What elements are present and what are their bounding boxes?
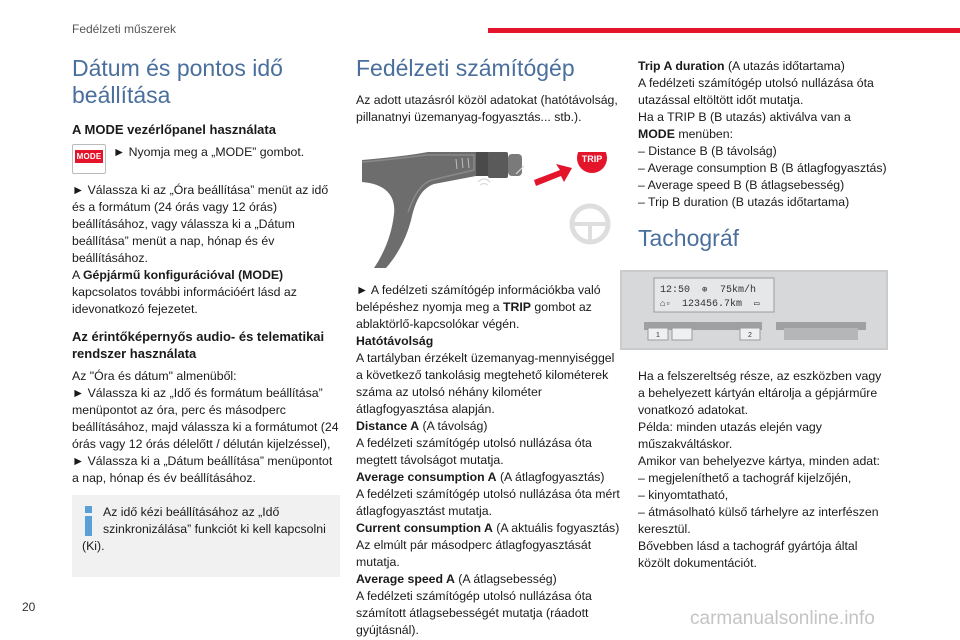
tacho-line1-speed: 75km/h	[720, 285, 757, 296]
text-fragment: (A távolság)	[419, 419, 488, 433]
tacho-button-1-label: 1	[656, 332, 660, 339]
paragraph-submenu: Az "Óra és dátum" almenüből:	[72, 369, 237, 383]
svg-text:⊕: ⊕	[702, 285, 708, 295]
text-fragment: (A utazás időtartama)	[724, 59, 845, 73]
info-note-text: Az idő kézi beállításához az „Idő szinkronizálása” funkciót ki kell kapcsolni (Ki).	[82, 505, 326, 553]
text-fragment: menüben:	[674, 127, 734, 141]
watermark: carmanualsonline.info	[690, 608, 875, 629]
heading-current-consumption-a	[356, 520, 620, 537]
text-fragment: (A átlagfogyasztás)	[496, 470, 605, 484]
list-item: – átmásolható külső tárhelyre az interfészen keresztül.	[638, 505, 879, 536]
paragraph-trip-step	[356, 282, 620, 333]
mode-badge-label: MODE	[76, 152, 102, 161]
heading-range: Hatótávolság	[356, 334, 434, 348]
text-fragment: kapcsolatos további információért lásd az idevonatkozó fejezetet.	[72, 285, 297, 316]
paragraph-range: A tartályban érzékelt üzemanyag-mennyiséggel a következő tankolásig megtehető kilométerek száma az utolsó néhány kilométer átlagfogyasztása alapján.	[356, 351, 615, 416]
paragraph-select-menu: ► Válassza ki az „Óra beállítása” menüt az idő és a formátum (24 órás vagy 12 órás) beállításához, vagy válassza ki a „Dátum beállítása” menüt a nap, hónap és év beállításához.	[72, 183, 329, 265]
mode-step-row	[72, 144, 340, 174]
text-fragment: A	[72, 268, 83, 282]
paragraph-current-consumption-a: Az elmúlt pár másodperc átlagfogyasztását mutatja.	[356, 538, 592, 569]
info-note-box	[72, 495, 340, 577]
list-item: – Average speed B (B átlagsebesség)	[638, 178, 845, 192]
paragraph-trip-b-intro	[638, 109, 890, 143]
text-bold-mode: MODE	[638, 127, 675, 141]
paragraph-distance-a: A fedélzeti számítógép utolsó nullázása óta megtett távolságot mutatja.	[356, 436, 592, 467]
heading-distance-a	[356, 418, 620, 435]
section-title-trip-computer: Fedélzeti számítógép	[356, 55, 575, 81]
text-fragment: gombot az ablaktörlő-kapcsolókar végén.	[356, 300, 592, 331]
list-item: – megjeleníthető a tachográf kijelzőjén,	[638, 471, 852, 485]
trip-button-label: TRIP	[581, 154, 603, 164]
list-item: – Distance B (B távolság)	[638, 144, 777, 158]
text-bold-distance-a: Distance A	[356, 419, 420, 433]
text-fragment: ► A fedélzeti számítógép információkba való belépéshez nyomja meg a	[356, 283, 601, 314]
paragraph-mode-config	[72, 267, 340, 318]
column-date-time	[72, 55, 340, 577]
paragraph-date-setting: ► Válassza ki a „Dátum beállítása” menüpontot a nap, hónap és év beállításához.	[72, 454, 333, 485]
section-title-tachograph: Tachográf	[638, 225, 740, 251]
svg-text:⌂▫: ⌂▫	[660, 299, 671, 309]
heading-avg-consumption-a	[356, 469, 620, 486]
column-tachograph	[638, 58, 890, 572]
column-trip-computer	[356, 55, 620, 639]
paragraph-trip-a-duration: A fedélzeti számítógép utolsó nullázása óta utazással eltöltött időt mutatja.	[638, 76, 874, 107]
text-bold-current-consumption: Current consumption A	[356, 521, 493, 535]
section-title-date-time: Dátum és pontos idő beállítása	[72, 55, 283, 108]
text-bold-trip: TRIP	[502, 300, 531, 314]
paragraph-tacho-more: Bővebben lásd a tachográf gyártója által közölt dokumentációt.	[638, 539, 858, 570]
tacho-line2-odo: 123456.7km	[682, 299, 743, 310]
page-number: 20	[22, 600, 36, 614]
info-icon	[82, 506, 96, 536]
text-bold-avg-consumption-a: Average consumption A	[356, 470, 497, 484]
paragraph-time-format: ► Válassza ki az „Idő és formátum beállítása” menüpontot az óra, perc és másodperc beállításához, majd válassza ki a formátumot (24 órás vagy 12 órás délelőtt / délután kijelzéssel),	[72, 386, 339, 451]
paragraph-intro: Az adott utazásról közöl adatokat (hatótávolság, pillanatnyi üzemanyag-fogyasztás... stb.).	[356, 93, 618, 124]
paragraph-avg-consumption-a: A fedélzeti számítógép utolsó nullázása óta mért átlagfogyasztást mutatja.	[356, 487, 620, 518]
running-header: Fedélzeti műszerek	[72, 22, 177, 36]
list-item: – Average consumption B (B átlagfogyasztás)	[638, 161, 887, 175]
text-fragment: (A aktuális fogyasztás)	[492, 521, 620, 535]
text-bold-mode-config: Gépjármű konfigurációval (MODE)	[82, 268, 284, 282]
paragraph-avg-speed-a: A fedélzeti számítógép utolsó nullázása óta számított átlagsebességét mutatja (ráadott gyújtásnál).	[356, 589, 592, 637]
paragraph-tacho-desc: Ha a felszereltség része, az eszközben vagy a behelyezett kártyán eltárolja a gépjárműre vonatkozó adatokat.	[638, 369, 882, 417]
paragraph-tacho-card: Amikor van behelyezve kártya, minden adat:	[638, 454, 880, 468]
tacho-button-2-label: 2	[748, 332, 752, 339]
paragraph-tacho-example: Példa: minden utazás elején vagy műszakváltáskor.	[638, 420, 822, 451]
list-item: – Trip B duration (B utazás időtartama)	[638, 195, 850, 209]
text-fragment: (A átlagsebesség)	[454, 572, 557, 586]
heading-touchscreen: Az érintőképernyős audio- és telematikai rendszer használata	[72, 329, 325, 361]
header-accent-bar	[488, 28, 960, 33]
mode-button-icon	[72, 144, 106, 174]
wiper-stalk-icon	[356, 152, 620, 272]
text-bold-trip-a-duration: Trip A duration	[638, 59, 725, 73]
tachograph-device-icon	[620, 270, 888, 350]
wiper-stalk-illustration	[356, 152, 620, 272]
heading-trip-a-duration	[638, 58, 890, 75]
list-item: – kinyomtatható,	[638, 488, 729, 502]
mode-step-text: ► Nyomja meg a „MODE” gombot.	[113, 145, 305, 159]
svg-text:▭: ▭	[754, 299, 760, 309]
text-bold-avg-speed-a: Average speed A	[356, 572, 455, 586]
tachograph-illustration	[620, 270, 888, 350]
heading-avg-speed-a	[356, 571, 620, 588]
heading-mode-panel: A MODE vezérlőpanel használata	[72, 122, 276, 137]
text-fragment: Ha a TRIP B (B utazás) aktiválva van a	[638, 110, 851, 124]
tacho-line1-time: 12:50	[660, 285, 691, 296]
